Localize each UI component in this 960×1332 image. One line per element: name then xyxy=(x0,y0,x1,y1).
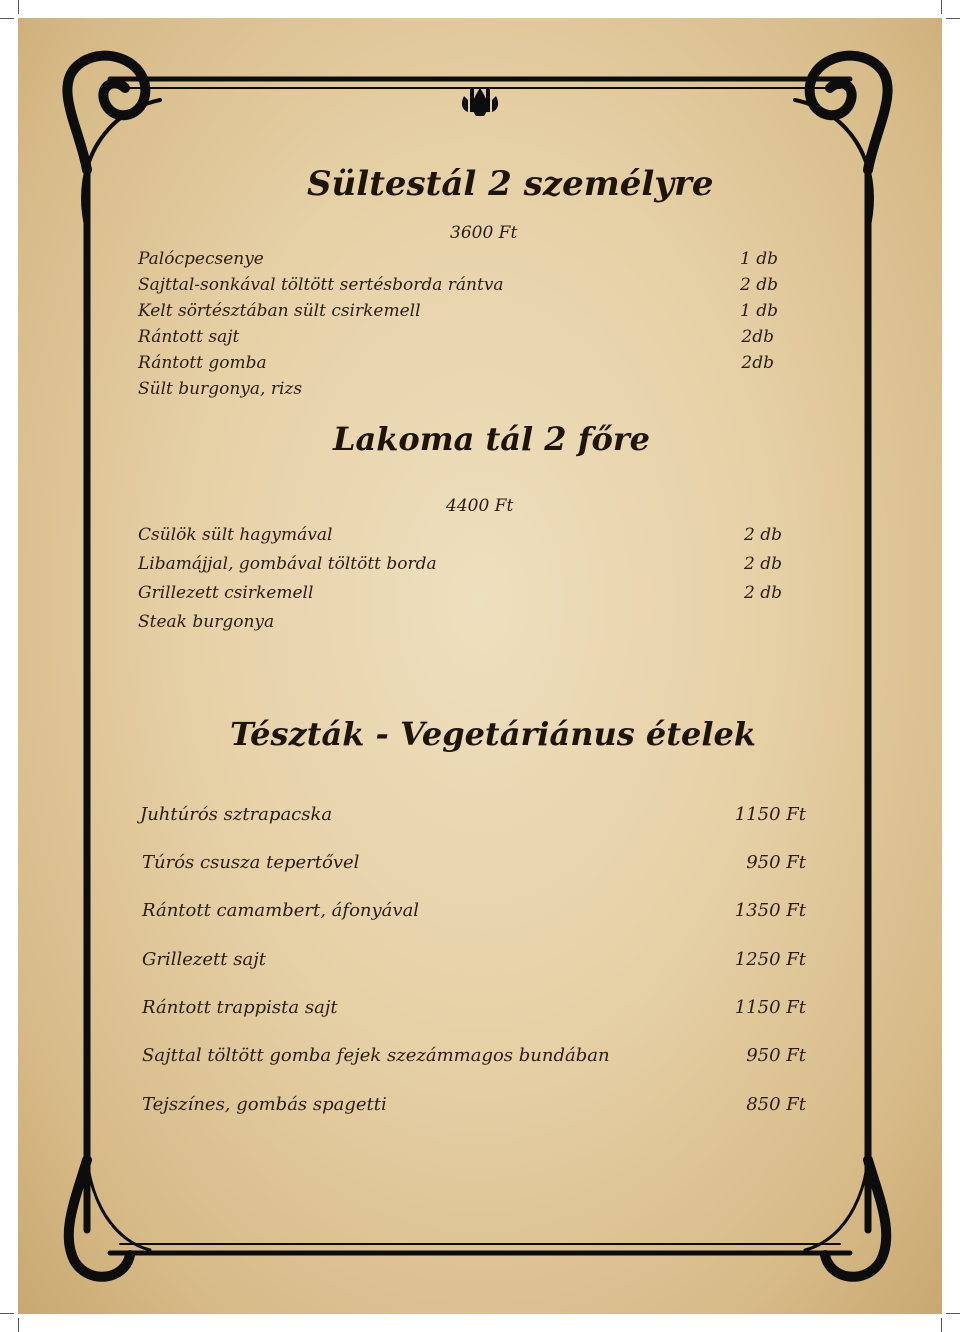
item-price: 1350 Ft xyxy=(734,900,806,921)
item-price: 1250 Ft xyxy=(734,949,806,970)
item-price: 1150 Ft xyxy=(734,804,806,825)
item-price: 1150 Ft xyxy=(734,997,806,1018)
section3-title: Tészták - Vegetáriánus ételek xyxy=(230,715,757,753)
menu-item: Túrós csusza tepertővel xyxy=(142,852,360,873)
menu-item: Palócpecsenye xyxy=(138,249,264,269)
menu-item: Rántott camambert, áfonyával xyxy=(142,900,420,921)
menu-item: Csülök sült hagymával xyxy=(138,525,333,545)
menu-item: Grillezett sajt xyxy=(142,949,267,970)
section1-price: 3600 Ft xyxy=(450,223,518,243)
menu-item: Sajttal töltött gomba fejek szezámmagos bundában xyxy=(142,1045,610,1066)
menu-item: Steak burgonya xyxy=(138,612,275,632)
item-price: 950 Ft xyxy=(746,1045,806,1066)
section2-price: 4400 Ft xyxy=(446,496,514,516)
item-quantity: 1 db xyxy=(740,249,778,269)
item-price: 850 Ft xyxy=(746,1094,806,1115)
item-quantity: 2 db xyxy=(740,275,778,295)
menu-item: Kelt sörtésztában sült csirkemell xyxy=(138,301,421,321)
item-quantity: 2 db xyxy=(744,583,782,603)
item-quantity: 2db xyxy=(741,353,774,373)
menu-item: Tejszínes, gombás spagetti xyxy=(142,1094,387,1115)
menu-item: Rántott trappista sajt xyxy=(142,997,338,1018)
menu-item: Grillezett csirkemell xyxy=(138,583,314,603)
item-quantity: 2 db xyxy=(744,554,782,574)
item-price: 950 Ft xyxy=(746,852,806,873)
menu-item: Sajttal-sonkával töltött sertésborda rántva xyxy=(138,275,504,295)
item-quantity: 2 db xyxy=(744,525,782,545)
section2-title: Lakoma tál 2 főre xyxy=(333,420,651,458)
item-quantity: 2db xyxy=(741,327,774,347)
menu-item: Libamájjal, gombával töltött borda xyxy=(138,554,437,574)
menu-item: Juhtúrós sztrapacska xyxy=(140,804,333,825)
menu-item: Sült burgonya, rizs xyxy=(138,379,303,399)
menu-item: Rántott gomba xyxy=(138,353,267,373)
section1-title: Sültestál 2 személyre xyxy=(307,164,714,204)
menu-item: Rántott sajt xyxy=(138,327,240,347)
item-quantity: 1 db xyxy=(740,301,778,321)
